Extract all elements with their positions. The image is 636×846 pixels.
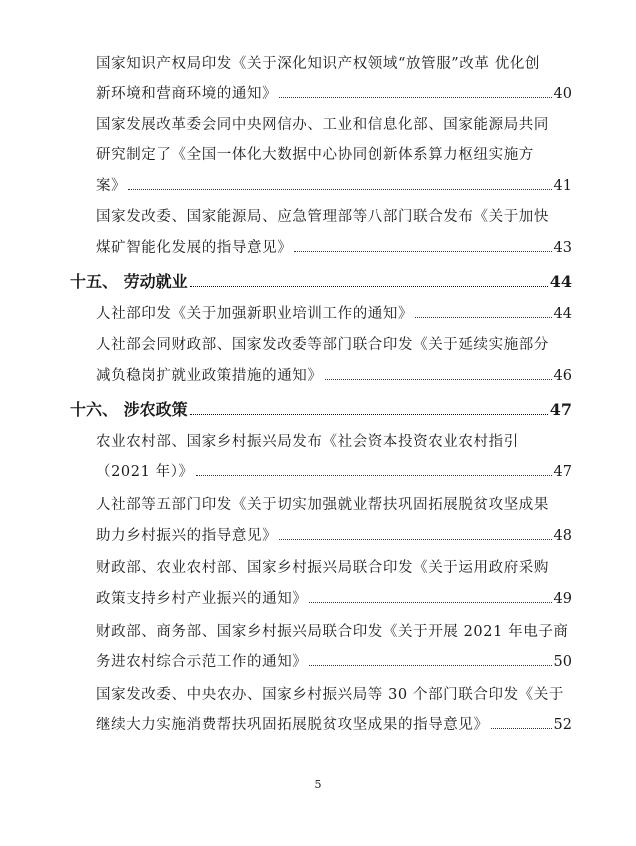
toc-entry-last-line [96, 462, 572, 482]
toc-page-number: 47 [553, 464, 572, 480]
toc-entry-text-line: （2021 年）》 [96, 464, 194, 480]
toc-entry-text-line: 国家发改委、国家能源局、应急管理部等八部门联合发布《关于加快 [96, 209, 549, 225]
dot-leader [415, 316, 551, 318]
toc-entry-text-line: 案》 [96, 178, 127, 194]
dot-leader [309, 664, 551, 666]
toc-entry-last-line [96, 84, 572, 104]
section-title: 十五、 劳动就业 [70, 272, 188, 291]
toc-entry-text-line: 国家知识产权局印发《关于深化知识产权领域“放管服”改革 优化创 [96, 56, 541, 72]
dot-leader [128, 188, 551, 190]
dot-leader [294, 250, 551, 252]
toc-section-heading[interactable] [70, 400, 572, 420]
toc-entry-last-line [96, 366, 572, 386]
toc-entry-text-line: 财政部、农业农村部、国家乡村振兴局联合印发《关于运用政府采购 [96, 560, 549, 576]
toc-entry-text-line: 人社部印发《关于加强新职业培训工作的通知》 [96, 306, 414, 322]
toc-entry-last-line [96, 304, 572, 324]
toc-page-number: 44 [549, 272, 572, 291]
toc-page-number: 50 [553, 654, 572, 670]
toc-entry-last-line [96, 589, 572, 609]
toc-entry-last-line [96, 176, 572, 196]
toc-entry-last-line [96, 652, 572, 672]
toc-entry-text-line: 国家发展改革委会同中央网信办、工业和信息化部、国家能源局共同 [96, 117, 549, 133]
toc-page-number: 40 [553, 86, 572, 102]
toc-entry-text-line: 新环境和营商环境的通知》 [96, 86, 278, 102]
toc-entry-last-line [96, 715, 572, 735]
toc-page-number: 52 [553, 717, 572, 733]
toc-entry-text-line: 助力乡村振兴的指导意见》 [96, 528, 278, 544]
toc-entry-text-line: 继续大力实施消费帮扶巩固拓展脱贫攻坚成果的指导意见》 [96, 717, 489, 733]
dot-leader [309, 601, 551, 603]
toc-entry-text-line: 务进农村综合示范工作的通知》 [96, 654, 308, 670]
toc-page-number: 48 [553, 528, 572, 544]
toc-page-number: 47 [549, 400, 572, 419]
dot-leader [279, 538, 551, 540]
toc-page-number: 46 [553, 368, 572, 384]
toc-page-number: 43 [553, 240, 572, 256]
toc-entry-text-line: 财政部、商务部、国家乡村振兴局联合印发《关于开展 2021 年电子商 [96, 624, 569, 640]
toc-section-heading[interactable] [70, 272, 572, 292]
dot-leader [279, 96, 551, 98]
toc-page-number: 49 [553, 591, 572, 607]
toc-entry-text-line: 人社部等五部门印发《关于切实加强就业帮扶巩固拓展脱贫攻坚成果 [96, 497, 549, 513]
toc-entry-text-line: 农业农村部、国家乡村振兴局发布《社会资本投资农业农村指引 [96, 434, 519, 450]
toc-entry-text-line: 政策支持乡村产业振兴的通知》 [96, 591, 308, 607]
toc-page-number: 41 [553, 178, 572, 194]
toc-entry-text-line: 研究制定了《全国一体化大数据中心协同创新体系算力枢纽实施方 [96, 147, 534, 163]
toc-entry-last-line [96, 526, 572, 546]
toc-entry-text-line: 国家发改委、中央农办、国家乡村振兴局等 30 个部门联合印发《关于 [96, 687, 564, 703]
dot-leader [325, 378, 552, 380]
dot-leader [190, 285, 548, 287]
dot-leader [491, 727, 552, 729]
page-footer-number: 5 [314, 778, 322, 791]
section-title: 十六、 涉农政策 [70, 400, 188, 419]
toc-entry-last-line [96, 238, 572, 258]
toc-entry-text-line: 减负稳岗扩就业政策措施的通知》 [96, 368, 323, 384]
toc-entry-text-line: 人社部会同财政部、国家发改委等部门联合印发《关于延续实施部分 [96, 337, 549, 353]
dot-leader [190, 413, 548, 415]
dot-leader [196, 474, 552, 476]
toc-page-number: 44 [553, 306, 572, 322]
toc-entry-text-line: 煤矿智能化发展的指导意见》 [96, 240, 293, 256]
